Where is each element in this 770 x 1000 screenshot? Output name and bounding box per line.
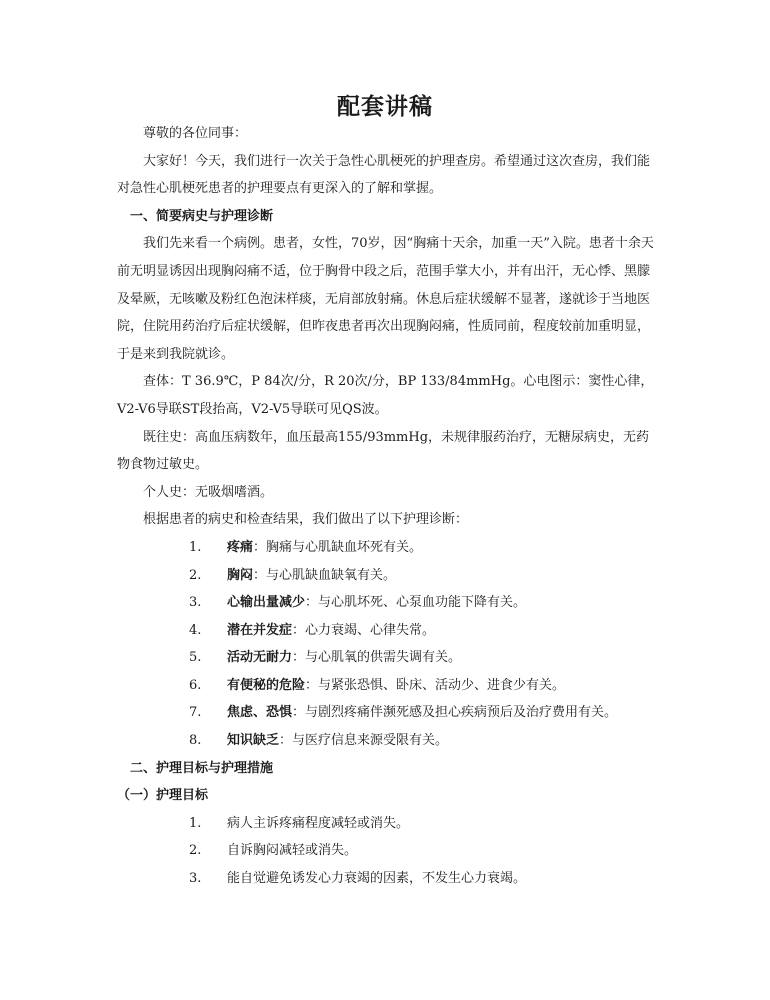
list-item [117,589,655,617]
list-number: 3. [189,871,202,887]
list-number: 2. [189,567,202,583]
diagnosis-desc: ：胸痛与心肌缺血坏死有关。 [253,539,423,555]
greeting: 尊敬的各位同事： [143,126,248,141]
list-item [117,562,655,590]
document-body [117,120,655,893]
diagnosis-list [117,534,655,755]
diagnosis-term: 知识缺乏 [227,733,280,749]
diagnosis-desc: ：与心肌坏死、心泵血功能下降有关。 [305,595,527,611]
history-paragraph: 既往史：高血压病数年，血压最高155/93mmHg，未规律服药治疗，无糖尿病史，无药物食物过敏史。 [117,429,650,473]
goal-list [117,810,655,893]
diagnosis-term: 活动无耐力 [227,650,293,666]
diagnosis-desc: ：与医疗信息来源受限有关。 [279,733,449,749]
list-number: 2. [189,843,202,859]
list-item [117,865,655,893]
diagnosis-desc: ：与紧张恐惧、卧床、活动少、进食少有关。 [305,677,566,693]
diagnosis-desc: ：与心肌缺血缺氧有关。 [253,567,397,583]
list-number: 6. [189,677,202,693]
list-item [117,672,655,700]
intro-paragraph: 大家好！今天，我们进行一次关于急性心肌梗死的护理查房。希望通过这次查房，我们能对急性心肌梗死患者的护理要点有更深入的了解和掌握。 [117,153,651,197]
list-item [117,699,655,727]
goal-text: 能自觉避免诱发心力衰竭的因素，不发生心力衰竭。 [227,871,527,887]
list-number: 1. [189,539,202,555]
exam-paragraph: 查体：T 36.9℃，P 84次/分，R 20次/分，BP 133/84mmHg。心电图示：窦性心律，V2-V6导联ST段抬高，V2-V5导联可见QS波。 [117,374,654,417]
list-number: 1. [189,815,202,831]
subsection-heading: （一）护理目标 [117,788,209,804]
personal-history: 个人史：无吸烟嗜酒。 [143,484,274,500]
goal-text: 自诉胸闷减轻或消失。 [227,843,358,859]
diagnosis-desc: ：与剧烈疼痛伴濒死感及担心疾病预后及治疗费用有关。 [292,705,618,721]
diagnosis-intro: 根据患者的病史和检查结果，我们做出了以下护理诊断： [143,512,469,528]
list-item [117,534,655,562]
list-item [117,644,655,672]
list-item [117,837,655,865]
list-number: 4. [189,622,202,638]
list-item [117,727,655,755]
list-item [117,810,655,838]
diagnosis-term: 心输出量减少 [227,595,306,611]
case-paragraph: 我们先来看一个病例。患者，女性，70岁，因“胸痛十天余，加重一天”入院。患者十余天前无明显诱因出现胸闷痛不适，位于胸骨中段之后，范围手掌大小，并有出汗，无心悸、黑朦及晕厥，无咳嗽及粉红色泡沫样痰，无肩部放射痛。休息后症状缓解不显著，遂就诊于当地医院，住院用药治疗后症状缓解，但昨夜患者再次出现胸闷痛，性质同前，程度较前加重明显，于是来到我院就诊。 [117,236,654,362]
page-title: 配套讲稿 [337,93,433,120]
goal-text: 病人主诉疼痛程度减轻或消失。 [227,815,410,831]
section-heading: 一、简要病史与护理诊断 [130,208,274,224]
section-heading: 二、护理目标与护理措施 [130,760,274,776]
diagnosis-term: 潜在并发症 [227,622,293,638]
diagnosis-desc: ：心力衰竭、心律失常。 [292,622,436,638]
list-number: 8. [189,733,202,749]
list-number: 5. [189,650,202,666]
list-number: 7. [189,705,202,721]
diagnosis-term: 焦虑、恐惧 [227,705,293,721]
diagnosis-term: 有便秘的危险 [227,677,306,693]
diagnosis-term: 胸闷 [227,567,254,583]
list-item [117,617,655,645]
list-number: 3. [189,595,202,611]
diagnosis-term: 疼痛 [227,539,254,555]
diagnosis-desc: ：与心肌氧的供需失调有关。 [292,650,462,666]
